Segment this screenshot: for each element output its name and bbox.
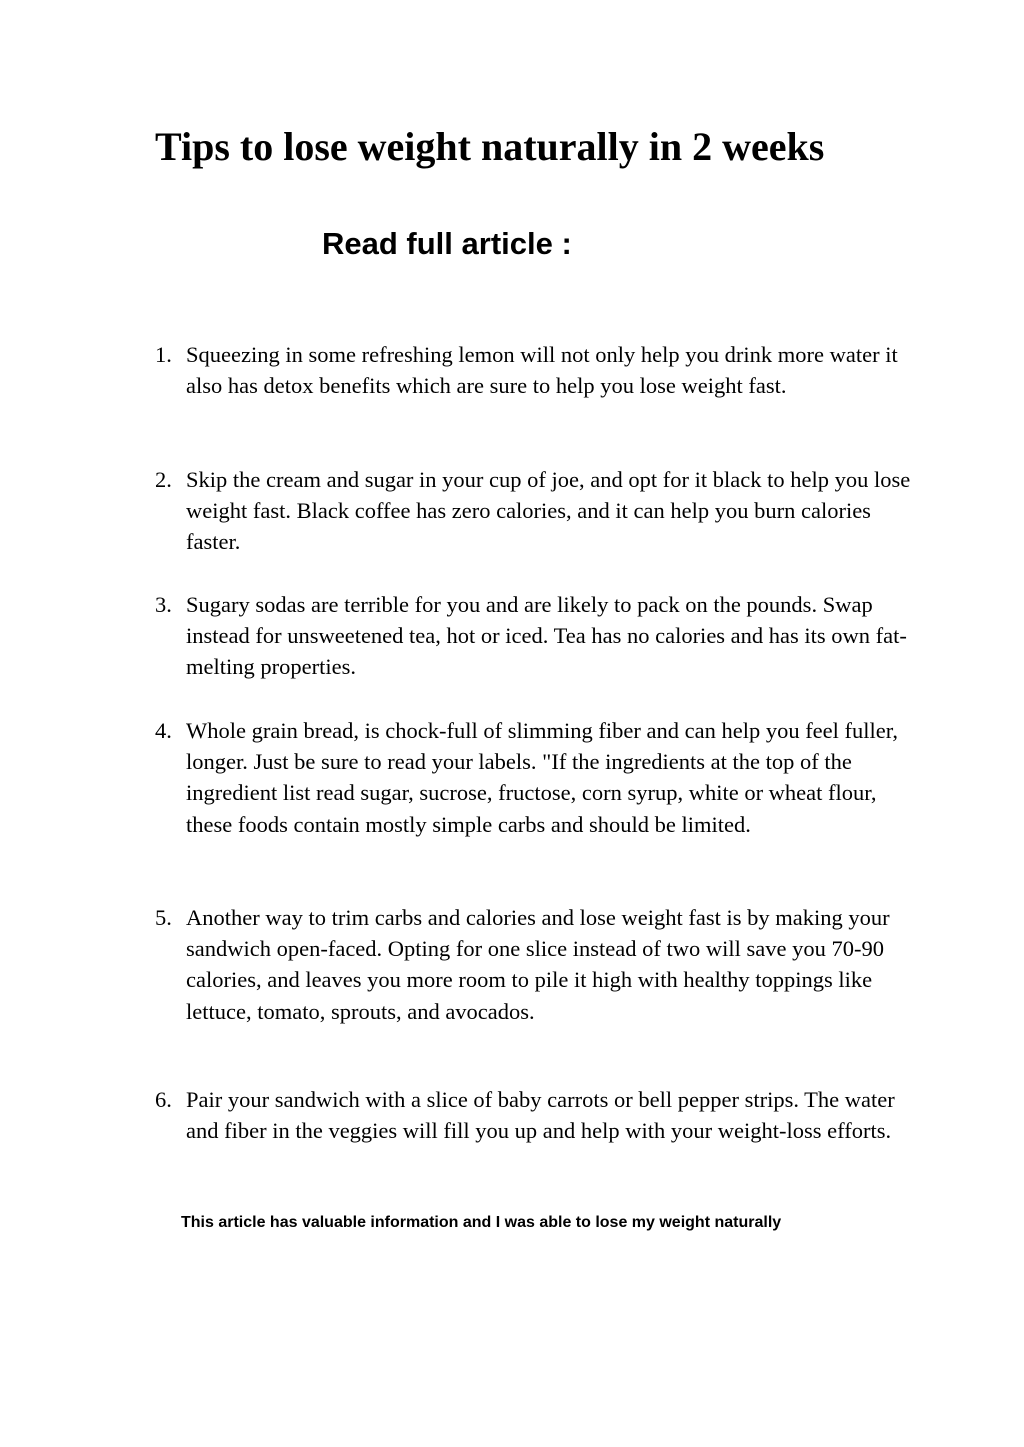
tip-item <box>155 339 915 401</box>
tip-text: Whole grain bread, is chock-full of slimming fiber and can help you feel fuller, longer. Just be sure to read your labels. "If the ingredients at the top of the ingredient list read sugar, sucrose, fructose, corn syrup, white or wheat flour, these foods contain mostly simple carbs and should be limited. <box>186 718 898 837</box>
tip-number: 5. <box>155 905 172 930</box>
tip-number: 6. <box>155 1087 172 1112</box>
read-full-article-heading: Read full article : <box>322 226 572 261</box>
tip-text: Pair your sandwich with a slice of baby carrots or bell pepper strips. The water and fiber in the veggies will fill you up and help with your weight-loss efforts. <box>186 1087 895 1144</box>
tip-number: 4. <box>155 718 172 743</box>
tip-item <box>155 464 915 558</box>
tip-number: 3. <box>155 592 172 617</box>
page-title: Tips to lose weight naturally in 2 weeks <box>155 124 825 169</box>
tip-text: Sugary sodas are terrible for you and are likely to pack on the pounds. Swap instead for unsweetened tea, hot or iced. Tea has no calories and has its own fat-melting properties. <box>186 592 907 680</box>
tip-item <box>155 1084 915 1146</box>
tip-number: 1. <box>155 342 172 367</box>
tip-item <box>155 902 915 1027</box>
tip-item <box>155 589 915 683</box>
tip-item <box>155 715 915 840</box>
tip-text: Skip the cream and sugar in your cup of joe, and opt for it black to help you lose weight fast. Black coffee has zero calories, and it can help you burn calories faster. <box>186 467 911 555</box>
tip-number: 2. <box>155 467 172 492</box>
tip-text: Squeezing in some refreshing lemon will not only help you drink more water it also has detox benefits which are sure to help you lose weight fast. <box>186 342 898 399</box>
footer-note: This article has valuable information and I was able to lose my weight naturally <box>181 1214 782 1231</box>
tip-text: Another way to trim carbs and calories and lose weight fast is by making your sandwich open-faced. Opting for one slice instead of two will save you 70-90 calories, and leaves you more room to pile it high with healthy toppings like lettuce, tomato, sprouts, and avocados. <box>186 905 890 1024</box>
